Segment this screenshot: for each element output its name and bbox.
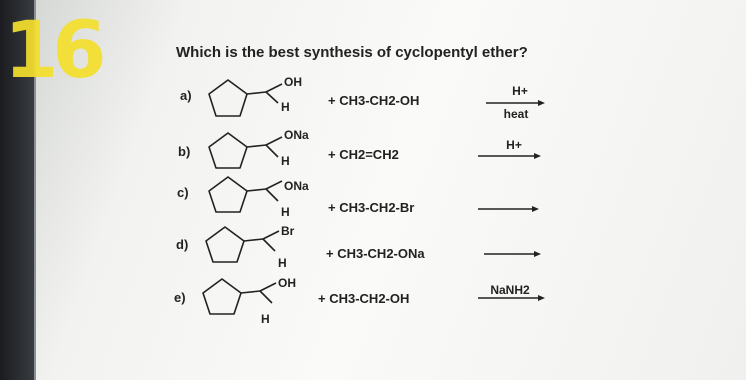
substituent-a: OH	[284, 75, 302, 89]
hydrogen-c: H	[281, 205, 290, 219]
option-label-e: e)	[174, 290, 186, 305]
substituent-e: OH	[278, 276, 296, 290]
condition-above-a: H+	[512, 84, 528, 98]
cyclopentane-ring-a	[209, 80, 247, 116]
question-number-badge: 16	[4, 6, 101, 96]
hydrogen-b: H	[281, 154, 290, 168]
substituent-d: Br	[281, 224, 295, 238]
cyclopentane-ring-e	[203, 279, 241, 314]
reagent-b: + CH2=CH2	[328, 147, 399, 162]
hydrogen-a: H	[281, 100, 290, 114]
option-label-c: c)	[177, 185, 189, 200]
cyclopentane-ring-d	[206, 227, 244, 262]
option-label-b: b)	[178, 144, 191, 159]
hydrogen-e: H	[261, 312, 270, 326]
substituent-b: ONa	[284, 128, 309, 142]
reagent-c: + CH3-CH2-Br	[328, 200, 415, 215]
condition-above-b: H+	[506, 138, 522, 152]
option-label-d: d)	[176, 237, 189, 252]
option-label-a: a)	[180, 88, 192, 103]
reagent-a: + CH3-CH2-OH	[328, 93, 420, 108]
reagent-d: + CH3-CH2-ONa	[326, 246, 425, 261]
hydrogen-d: H	[278, 256, 287, 270]
condition-above-e: NaNH2	[490, 283, 530, 297]
substituent-c: ONa	[284, 179, 309, 193]
condition-below-a: heat	[503, 107, 529, 121]
cyclopentane-ring-c	[209, 177, 247, 212]
reagent-e: + CH3-CH2-OH	[318, 291, 410, 306]
question-text: Which is the best synthesis of cyclopentyl ether?	[176, 44, 528, 61]
cyclopentane-ring-b	[209, 133, 247, 168]
